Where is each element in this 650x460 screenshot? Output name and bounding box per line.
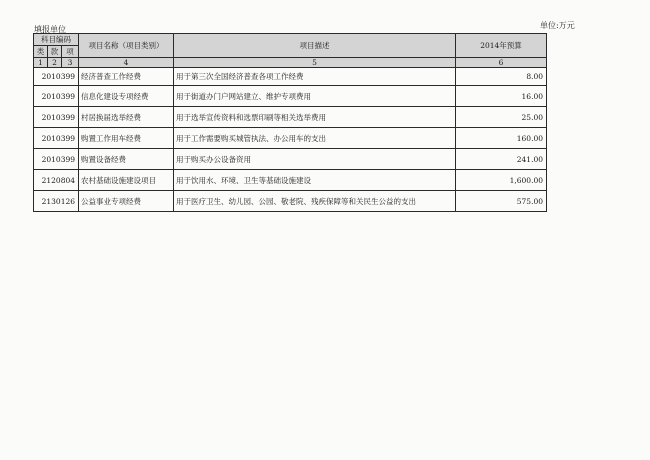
header-kuan: 款 [48,46,62,58]
header-budget-2014: 2014年预算 [456,34,547,58]
subject-code: 2010399 [34,107,79,128]
project-desc: 用于第三次全国经济普查各项工作经费 [174,68,456,86]
budget-amount: 16.00 [456,86,547,107]
index-cell: 2 [48,58,62,68]
subject-code: 2010399 [34,128,79,149]
table-row [34,191,547,212]
index-cell: 3 [62,58,79,68]
subject-code: 2130126 [34,191,79,212]
header-project-name: 项目名称（项目类别） [79,34,174,58]
subject-code: 2010399 [34,149,79,170]
project-desc: 用于饮用水、环境、卫生等基础设施建设 [174,170,456,191]
project-name: 购置设备经费 [79,149,174,170]
budget-amount: 1,600.00 [456,170,547,191]
unit-label: 单位:万元 [540,21,575,30]
project-desc: 用于工作需要购买城管执法、办公用车的支出 [174,128,456,149]
header-item: 项 [62,46,79,58]
budget-amount: 575.00 [456,191,547,212]
project-name: 信息化建设专项经费 [79,86,174,107]
subject-code: 2010399 [34,68,79,86]
project-name: 村居换届选举经费 [79,107,174,128]
project-desc: 用于街道办门户网站建立、维护专项费用 [174,86,456,107]
subject-code: 2010399 [34,86,79,107]
table-row [34,68,547,86]
index-cell: 6 [456,58,547,68]
subject-code: 2120804 [34,170,79,191]
table-row [34,128,547,149]
budget-amount: 160.00 [456,128,547,149]
index-cell: 1 [34,58,48,68]
table-row [34,86,547,107]
table-row [34,170,547,191]
header-index-row [34,58,547,68]
project-name: 农村基础设施建设项目 [79,170,174,191]
project-desc: 用于选举宣传资料和选票印刷等相关选举费用 [174,107,456,128]
header-project-desc: 项目描述 [174,34,456,58]
header-code-group: 科目编码 [34,34,79,46]
project-name: 经济普查工作经费 [79,68,174,86]
table-row [34,107,547,128]
project-desc: 用于购买办公设备资用 [174,149,456,170]
reporting-unit-label: 填报单位 [34,25,66,34]
project-desc: 用于医疗卫生、幼儿园、公园、敬老院、残疾保障等和关民生公益的支出 [174,191,456,212]
index-cell: 5 [174,58,456,68]
budget-amount: 8.00 [456,68,547,86]
project-name: 购置工作用车经费 [79,128,174,149]
header-class: 类 [34,46,48,58]
budget-amount: 241.00 [456,149,547,170]
index-cell: 4 [79,58,174,68]
table-row [34,149,547,170]
budget-amount: 25.00 [456,107,547,128]
project-name: 公益事业专项经费 [79,191,174,212]
budget-table [33,33,547,212]
header-row-1 [34,34,547,46]
